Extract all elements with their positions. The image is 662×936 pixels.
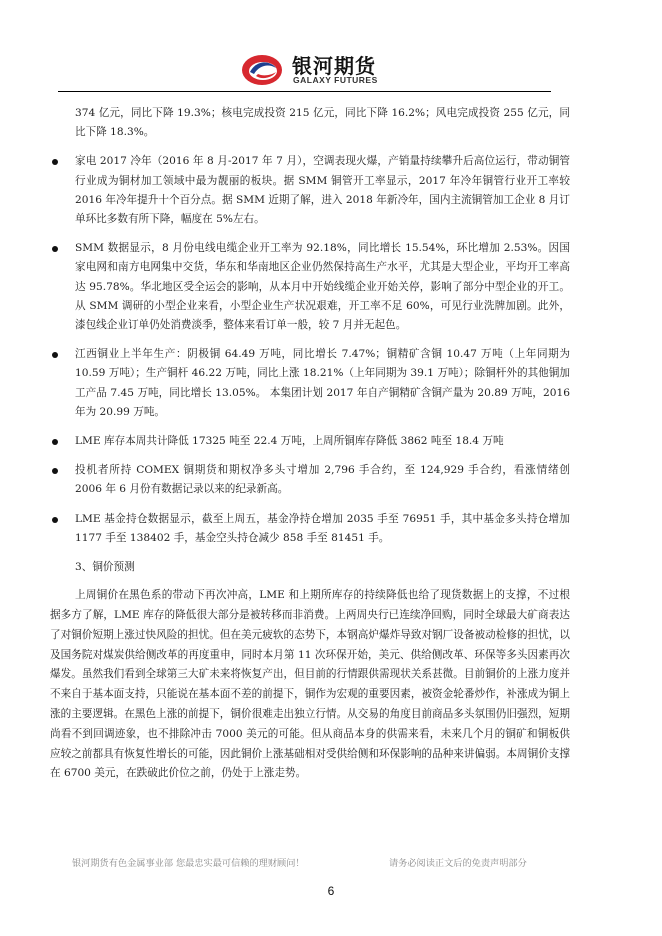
header-divider: [58, 91, 551, 92]
bullet-dot-icon: [52, 246, 58, 252]
bullet-dot-icon: [52, 517, 58, 523]
bullet-text: LME 库存本周共计降低 17325 吨至 22.4 万吨，上周所铜库存降低 3862 吨至 18.4 万吨: [75, 435, 504, 448]
bullet-dot-icon: [52, 439, 58, 445]
page-header: [0, 0, 662, 92]
bullet-dot-icon: [52, 468, 58, 474]
bullet-item-comex-positions: [50, 461, 570, 499]
continued-paragraph: 374 亿元，同比下降 19.3%；核电完成投资 215 亿元，同比下降 16.2%；风电完成投资 255 亿元，同比下降 18.3%。: [75, 107, 570, 139]
bullet-item-cable-operating-rate: [50, 239, 570, 335]
galaxy-swirl-icon: [240, 50, 284, 90]
brand-name-cn: 银河期货: [292, 54, 376, 78]
bullet-item-ac-copper-tube: [50, 152, 570, 229]
copper-forecast-paragraph: 上周铜价在黑色系的带动下再次冲高，LME 和上期所库存的持续降低也给了现货数据上的支撑，不过根据多方了解，LME 库存的降低很大部分是被转移而非消费。上两周央行已连续净回购，同时全球最大矿商表达了对铜价短期上涨过快风险的担忧。但在美元疲软的态势下，本钢高炉爆炸导致对钢厂设备被动检修的担忧，以及国务院对煤炭供给侧改革的再度重申，同时本月第 11 次环保开始，美元、供给侧改革、环保等多头因素再次爆发。虽然我们看到全球第三大矿未来将恢复产出，但目前的行情跟供需现状关系甚微。目前铜价的上涨力度并不来自于基本面支持，只能说在基本面不差的前提下，铜作为宏观的重要因素，被资金轮番炒作，补涨成为铜上涨的主要逻辑。在黑色上涨的前提下，铜价很难走出独立行情。从交易的角度目前商品多头氛围仍旧强烈，短期尚看不到回调迹象，也不排除冲击 7000 美元的可能。但从商品本身的供需来看，未来几个月的铜矿和铜板供应较之前都具有恢复性增长的可能，因此铜价上涨基础相对受供给侧和环保影响的品种来讲偏弱。本周铜价支撑在 6700 美元，在跌破此价位之前，仍处于上涨走势。: [50, 589, 570, 780]
bullet-dot-icon: [52, 159, 58, 165]
galaxy-futures-logo: [240, 50, 400, 90]
brand-name-en: GALAXY FUTURES: [293, 75, 378, 85]
bullet-item-jiangxi-copper: [50, 345, 570, 422]
bullet-dot-icon: [52, 352, 58, 358]
bullet-text: LME 基金持仓数据显示，截至上周五，基金净持仓增加 2035 手至 76951 手，其中基金多头持仓增加 1177 手至 138402 手，基金空头持仓减少 858 手至 81451 手。: [75, 512, 570, 544]
bullet-text: SMM 数据显示，8 月份电线电缆企业开工率为 92.18%，同比增长 15.54%，环比增加 2.53%。因国家电网和南方电网集中交货，华东和华南地区企业仍然保持高生产水平，尤其是大型企业，平均开工率高达 95.78%。华北地区受全运会的影响，从本月中开始线缆企业开始关停，影响了部分中型企业的开工。从 SMM 调研的小型企业来看，小型企业生产状况艰难，开工率不足 60%，可见行业洗牌加剧。此外，漆包线企业订单仍处消费淡季，整体来看订单一般，较 7 月并无起色。: [75, 242, 570, 332]
bullet-text: 家电 2017 冷年（2016 年 8 月-2017 年 7 月），空调表现火爆，产销量持续攀升后高位运行，带动铜管行业成为铜材加工领域中最为靓丽的板块。据 SMM 铜管开工率显示，2017 年冷年铜管行业开工率较 2016 年冷年提升十个百分点。据 SMM 近期了解，进入 2018 年新冷年，国内主流铜管加工企业 8 月订单环比多数有所下降，幅度在 5%左右。: [75, 155, 570, 226]
bullet-text: 投机者所持 COMEX 铜期货和期权净多头寸增加 2,796 手合约，至 124,929 手合约，看涨情绪创 2006 年 6 月份有数据记录以来的纪录新高。: [75, 464, 570, 496]
bullet-item-lme-inventory: [50, 432, 570, 451]
section-title: 3、铜价预测: [75, 561, 135, 574]
footer-slogan: 银河期货有色金属事业部 您最忠实最可信赖的理财顾问！: [72, 858, 305, 869]
bullet-item-lme-fund-positions: [50, 510, 570, 548]
bullet-text: 江西铜业上半年生产：阴极铜 64.49 万吨，同比增长 7.47%；铜精矿含铜 10.47 万吨（上年同期为 10.59 万吨）；生产铜杆 46.22 万吨，同比上涨 18.21%（上年同期为 39.1 万吨）；除铜杆外的其他铜加工产品 7.45 万吨，同比增长 13.05%。 本集团计划 2017 年自产铜精矿含铜产量为 20.89 万吨，2016 年为 20.99 万吨。: [75, 348, 570, 418]
footer-disclaimer-note: 请务必阅读正文后的免责声明部分: [389, 858, 527, 869]
page-number: 6: [327, 884, 335, 898]
report-content: [50, 104, 570, 784]
